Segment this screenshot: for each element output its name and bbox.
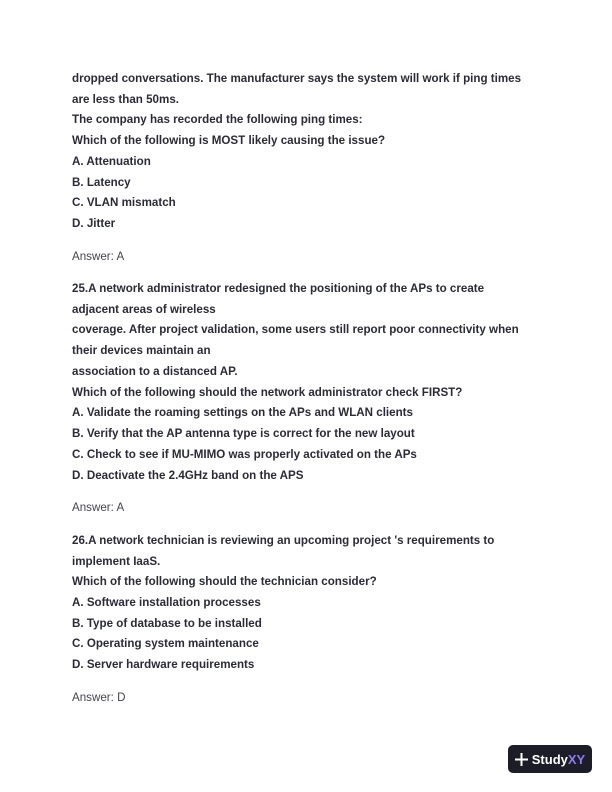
brand-name [532, 752, 585, 767]
q24-option-a: A. Attenuation [72, 155, 151, 168]
q24-text-line: are less than 50ms. [72, 93, 179, 106]
q25-option-a: A. Validate the roaming settings on the APs and WLAN clients [72, 406, 413, 419]
q24-answer: Answer: A [72, 250, 125, 263]
q25-text-line: 25.A network administrator redesigned the positioning of the APs to create [72, 282, 485, 295]
q26-answer: Answer: D [72, 691, 126, 704]
q26-option-c: C. Operating system maintenance [72, 637, 259, 650]
q26-text-line: implement IaaS. [72, 555, 161, 568]
q26-option-b: B. Type of database to be installed [72, 617, 262, 630]
q25-text-line: association to a distanced AP. [72, 365, 238, 378]
q24-option-b: B. Latency [72, 176, 131, 189]
q26-question: Which of the following should the technician consider? [72, 575, 377, 588]
q24-text-line: dropped conversations. The manufacturer says the system will work if ping times [72, 72, 522, 85]
q25-answer: Answer: A [72, 501, 125, 514]
q24-text-line: The company has recorded the following ping times: [72, 113, 363, 126]
q25-option-b: B. Verify that the AP antenna type is correct for the new layout [72, 427, 415, 440]
q25-question: Which of the following should the network administrator check FIRST? [72, 386, 463, 399]
brand-name-accent: XY [567, 751, 586, 767]
q26-option-d: D. Server hardware requirements [72, 658, 255, 671]
q26-text-line: 26.A network technician is reviewing an upcoming project 's requirements to [72, 534, 495, 547]
q25-text-line: coverage. After project validation, some users still report poor connectivity when [72, 323, 519, 336]
brand-name-main: Study [531, 751, 568, 767]
q24-question: Which of the following is MOST likely causing the issue? [72, 134, 386, 147]
q25-option-d: D. Deactivate the 2.4GHz band on the APS [72, 469, 304, 482]
q25-text-line: adjacent areas of wireless [72, 303, 216, 316]
q25-text-line: their devices maintain an [72, 344, 211, 357]
q24-option-d: D. Jitter [72, 217, 116, 230]
q24-option-c: C. VLAN mismatch [72, 196, 176, 209]
studyxy-logo[interactable] [508, 745, 592, 773]
plus-icon [515, 753, 528, 766]
q26-option-a: A. Software installation processes [72, 596, 261, 609]
q25-option-c: C. Check to see if MU-MIMO was properly activated on the APs [72, 448, 417, 461]
